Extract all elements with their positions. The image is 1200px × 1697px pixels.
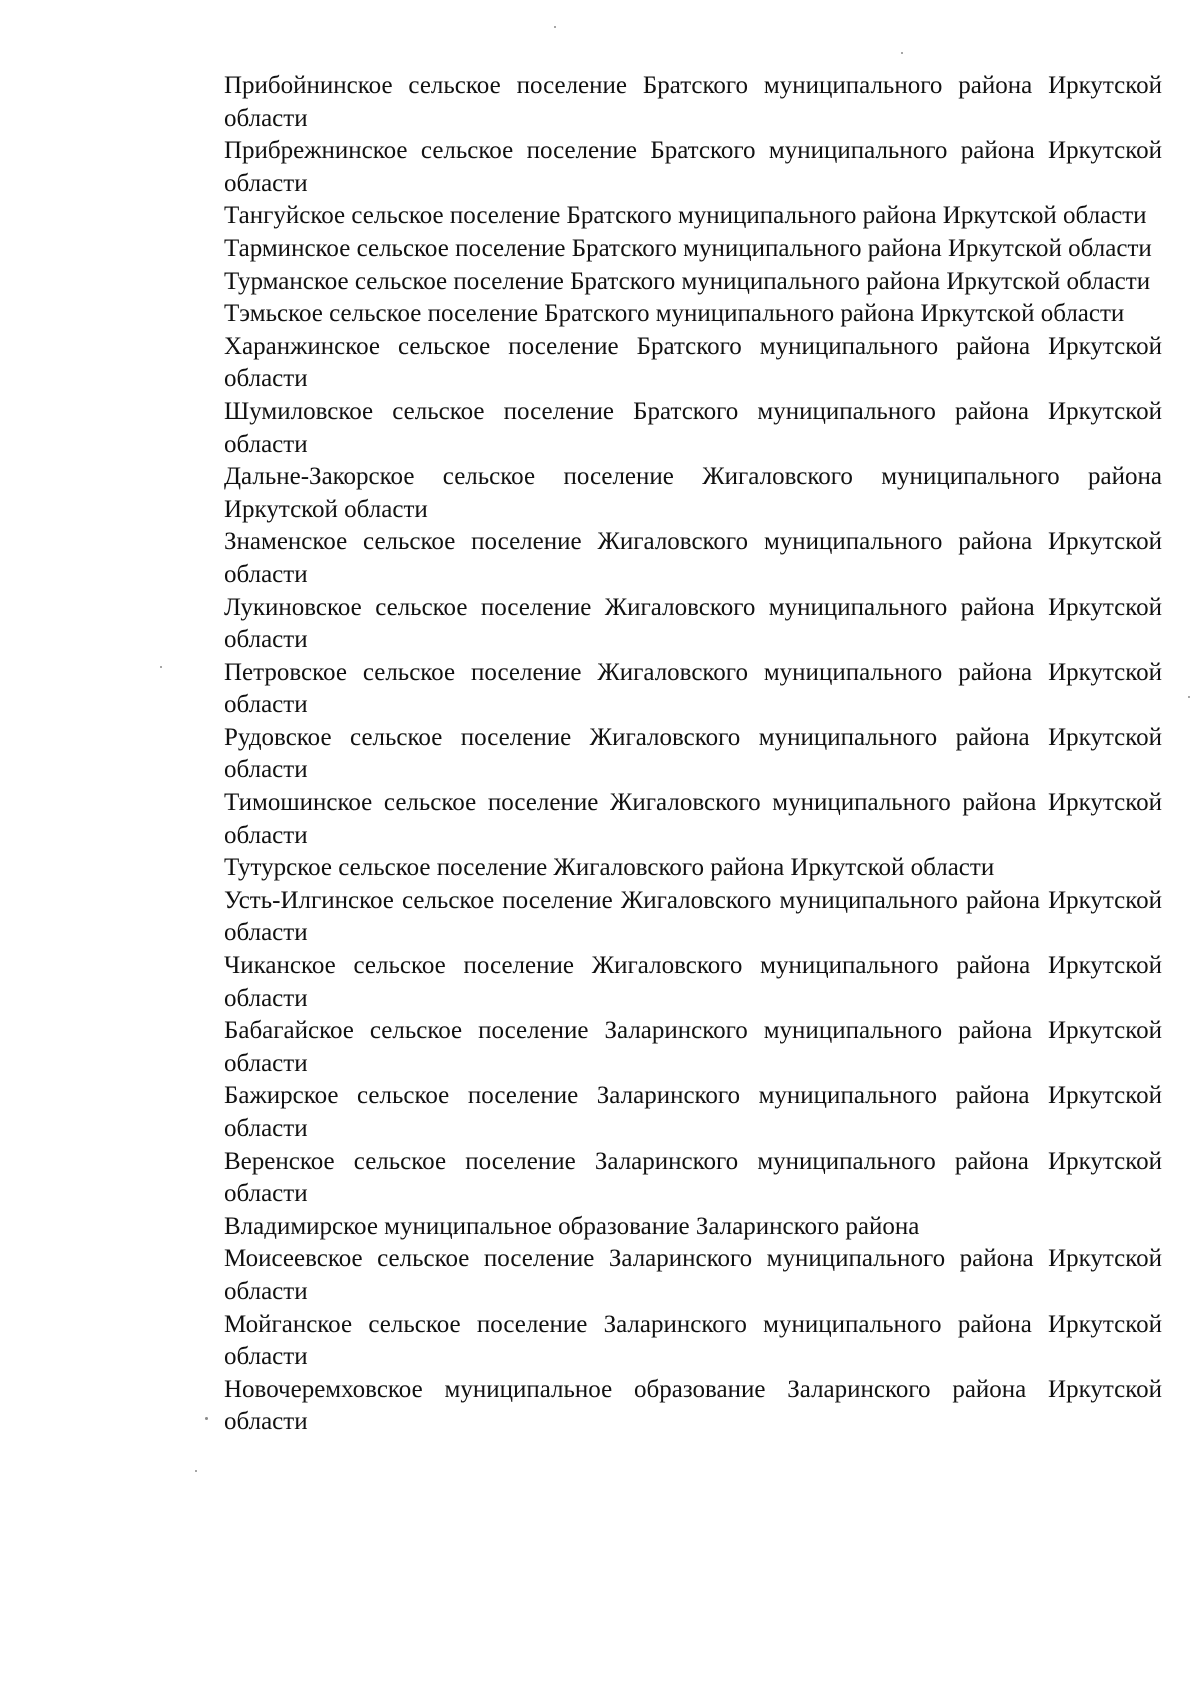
list-item: Шумиловское сельское поселение Братского муниципального района Иркутской области — [224, 397, 1162, 458]
list-item: Рудовское сельское поселение Жигаловского муниципального района Иркутской области — [224, 723, 1162, 784]
list-item: Лукиновское сельское поселение Жигаловского муниципального района Иркутской области — [224, 593, 1162, 654]
list-item: Тутурское сельское поселение Жигаловского района Иркутской области — [224, 854, 995, 882]
list-item: Турманское сельское поселение Братского муниципального района Иркутской области — [224, 267, 1151, 295]
list-item: Прибойнинское сельское поселение Братского муниципального района Иркутской области — [224, 72, 1162, 132]
list-item: Моисеевское сельское поселение Заларинского муниципального района Иркутской области — [224, 1245, 1162, 1305]
list-item: Мойганское сельское поселение Заларинского муниципального района Иркутской области — [224, 1310, 1162, 1371]
list-item: Харанжинское сельское поселение Братского муниципального района Иркутской области — [224, 332, 1162, 393]
scan-speck — [1188, 696, 1190, 698]
scan-speck — [195, 1470, 197, 1472]
list-item: Знаменское сельское поселение Жигаловского муниципального района Иркутской области — [224, 528, 1162, 588]
scan-speck — [160, 666, 162, 668]
list-item: Веренское сельское поселение Заларинского муниципального района Иркутской области — [224, 1147, 1162, 1208]
list-item: Дальне-Закорское сельское поселение Жигаловского муниципального района Иркутской области — [224, 463, 1162, 523]
list-item: Чиканское сельское поселение Жигаловского муниципального района Иркутской области — [224, 952, 1162, 1012]
list-item: Тэмьское сельское поселение Братского муниципального района Иркутской области — [224, 300, 1125, 328]
list-item: Владимирское муниципальное образование Заларинского района — [224, 1212, 920, 1240]
scan-speck — [205, 1417, 208, 1420]
list-item: Прибрежнинское сельское поселение Братского муниципального района Иркутской области — [224, 137, 1162, 197]
list-item: Тангуйское сельское поселение Братского муниципального района Иркутской области — [224, 202, 1147, 230]
list-item: Тимошинское сельское поселение Жигаловского муниципального района Иркутской области — [224, 789, 1162, 849]
list-item: Усть-Илгинское сельское поселение Жигаловского муниципального района Иркутской области — [224, 886, 1162, 947]
list-item: Тарминское сельское поселение Братского муниципального района Иркутской области — [224, 234, 1152, 262]
scan-speck — [901, 52, 903, 54]
list-item: Бажирское сельское поселение Заларинского муниципального района Иркутской области — [224, 1082, 1162, 1142]
list-item: Бабагайское сельское поселение Заларинского муниципального района Иркутской области — [224, 1017, 1162, 1077]
list-item: Новочеремховское муниципальное образование Заларинского района Иркутской области — [224, 1375, 1162, 1436]
scan-speck — [554, 26, 556, 28]
list-item: Петровское сельское поселение Жигаловского муниципального района Иркутской области — [224, 658, 1162, 719]
settlement-list — [224, 70, 1162, 1439]
